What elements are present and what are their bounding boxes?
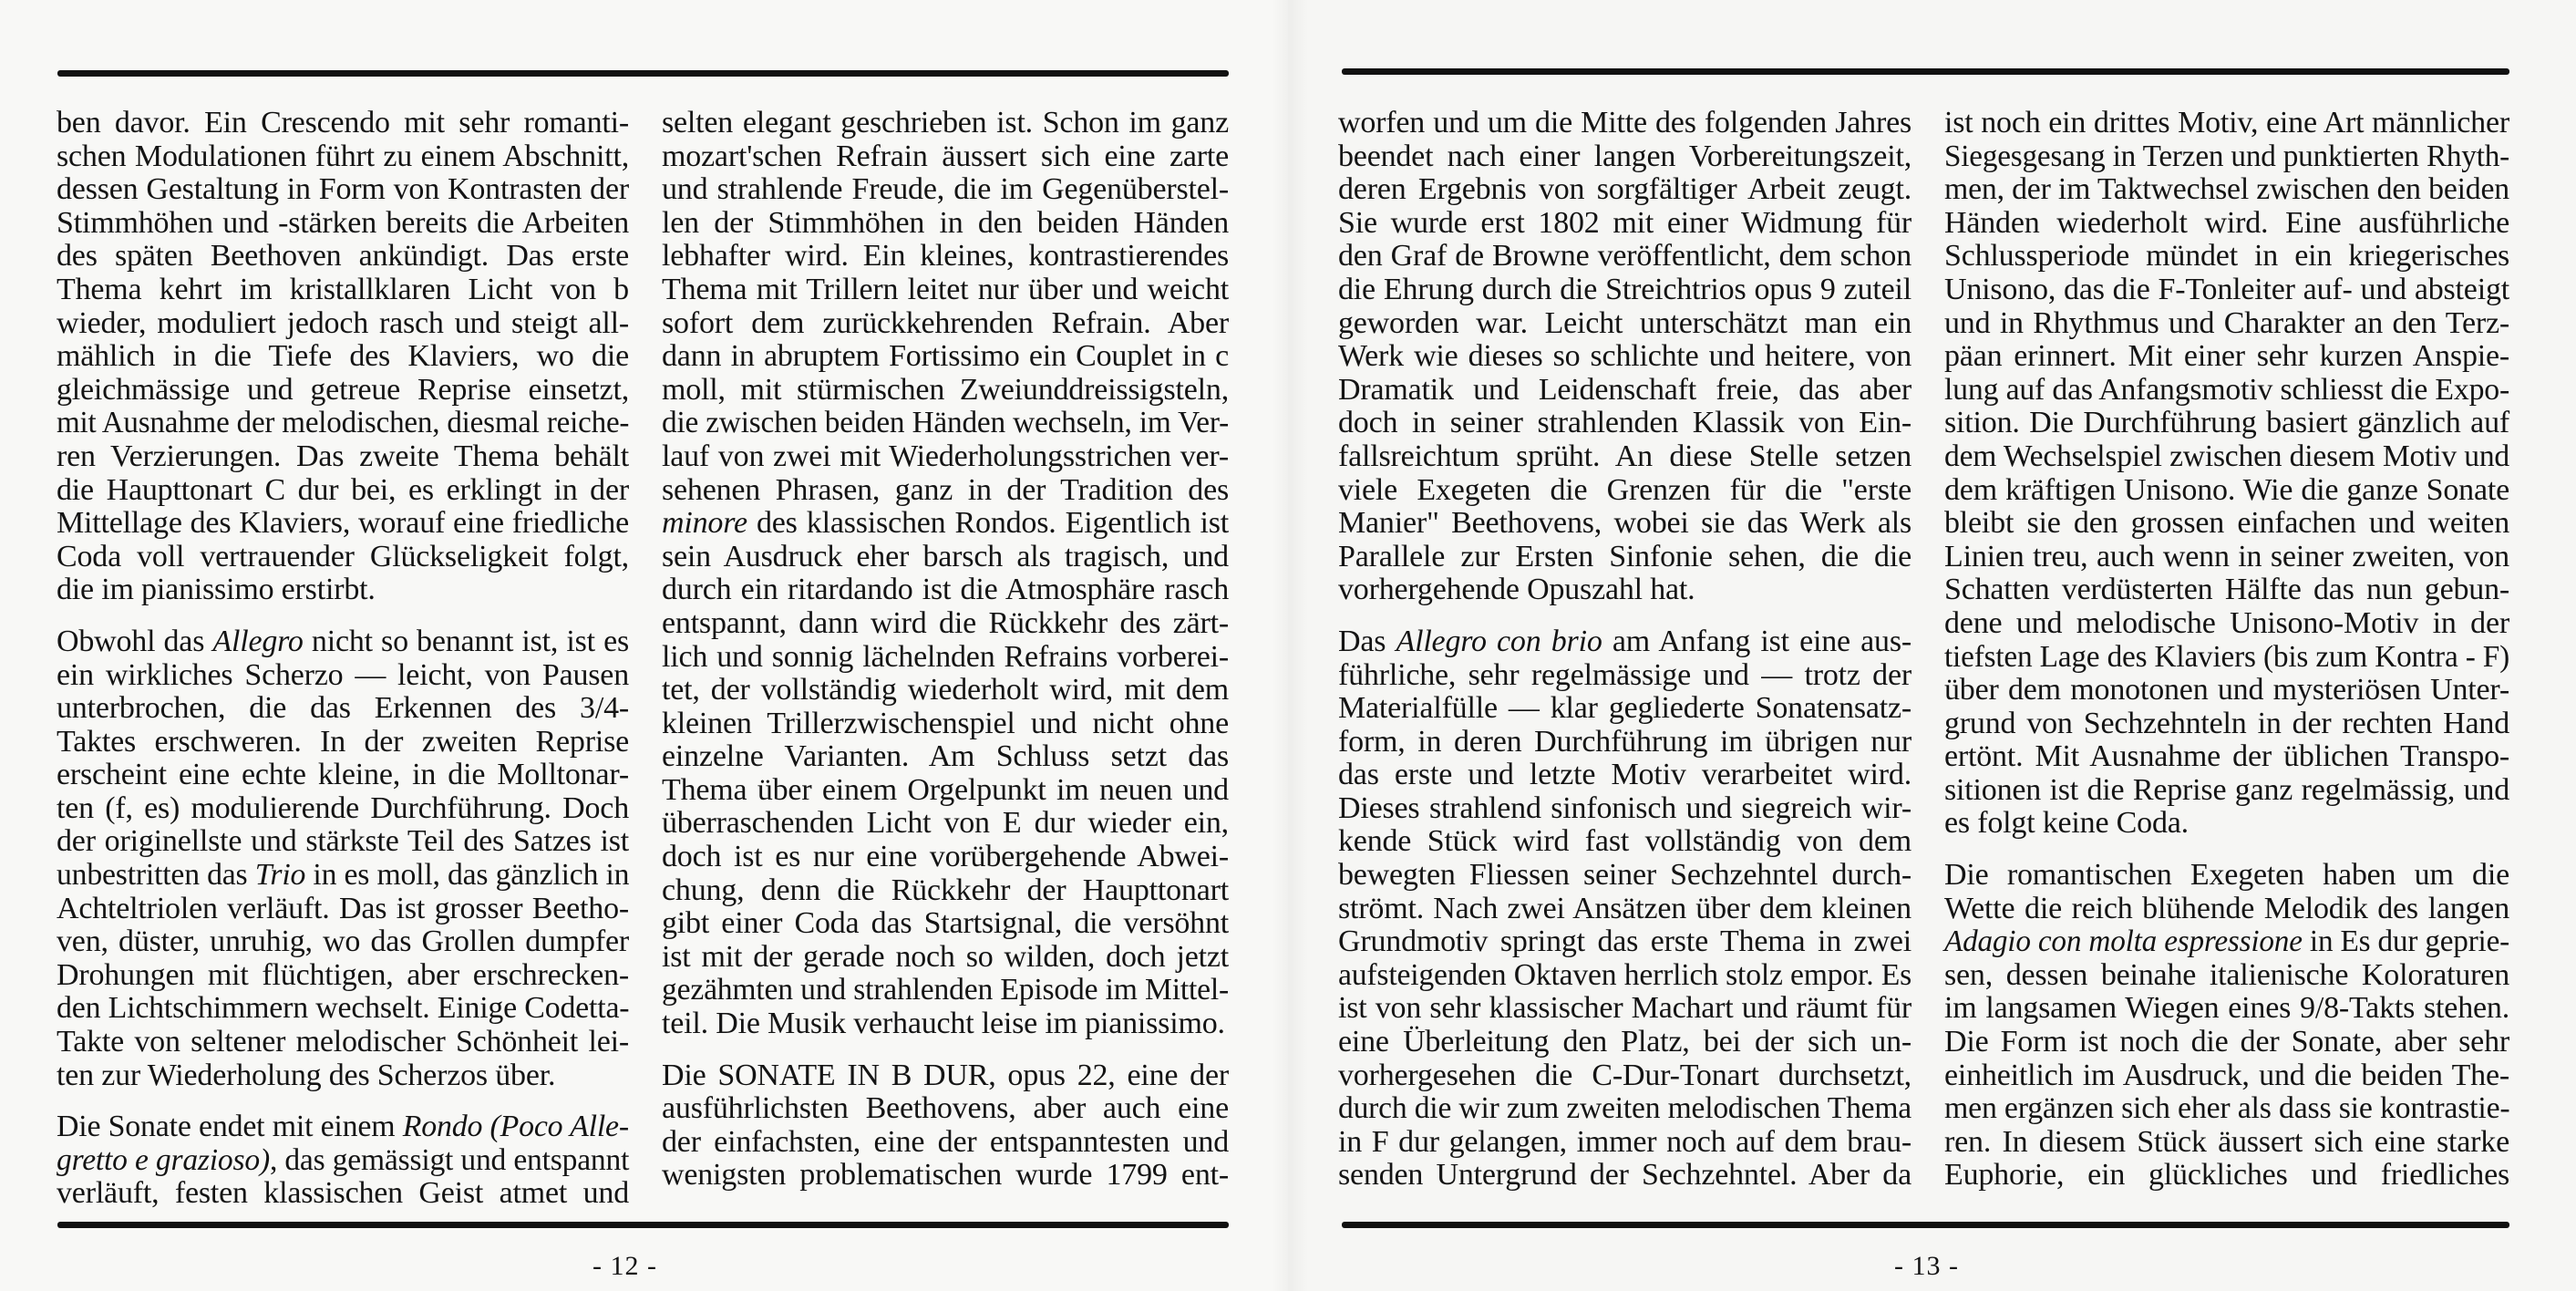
column-3 [1338, 107, 1911, 1193]
text-line: schen Modulationen führt zu einem Abschnitt, [57, 139, 629, 173]
italic-term: gretto e grazioso) [57, 1142, 270, 1177]
text-line: form, in deren Durchführung im übrigen nur [1338, 724, 1911, 759]
text-line: worfen und um die Mitte des folgenden Jahres [1338, 106, 1911, 139]
bottom-rule-left [57, 1222, 1229, 1228]
text-line: Thema kehrt im kristallklaren Licht von b [57, 272, 629, 306]
text-line: Das Allegro con brio am Anfang ist eine aus- [1338, 624, 1911, 658]
text-line: sen, dessen beinahe italienische Koloraturen [1944, 957, 2509, 992]
column-4 [1944, 107, 2509, 1193]
text-line: aufsteigenden Oktaven herrlich stolz empor. Es [1338, 957, 1911, 992]
text-line: Mittellage des Klaviers, worauf eine friedliche [57, 506, 629, 541]
text-line: ren. In diesem Stück äussert sich eine starke [1944, 1124, 2509, 1159]
text-line: Adagio con molta espressione in Es dur geprie- [1944, 924, 2509, 959]
paragraph [1338, 625, 1911, 1193]
text-line: ren Verzierungen. Das zweite Thema behält [57, 439, 629, 473]
text-line: ven, düster, unruhig, wo das Grollen dumpfer [57, 924, 629, 959]
text-line: ertönt. Mit Ausnahme der üblichen Transpo- [1944, 739, 2509, 774]
text-line: einzelne Varianten. Am Schluss setzt das [662, 739, 1229, 774]
text-line: Die romantischen Exegeten haben um die [1944, 858, 2509, 893]
text-line: die im pianissimo erstirbt. [57, 573, 376, 607]
text-line: lebhafter wird. Ein kleines, kontrastierendes [662, 239, 1229, 274]
text-line: verläuft, festen klassischen Geist atmet und [57, 1176, 629, 1211]
text-line: in F dur gelangen, immer noch auf dem brau- [1338, 1124, 1911, 1159]
text-line: überraschenden Licht von E dur wieder ein, [662, 806, 1229, 841]
text-line: len der Stimmhöhen in den beiden Händen [662, 205, 1229, 240]
text-line: tiefsten Lage des Klaviers (bis zum Kontra - F) [1944, 639, 2509, 674]
text-line: geworden war. Leicht unterschätzt man ein [1338, 305, 1911, 340]
text-line: lauf von zwei mit Wiederholungsstrichen ver- [662, 439, 1229, 473]
text-line: bleibt sie den grossen einfachen und weiten [1944, 506, 2509, 541]
text-line: sehenen Phrasen, ganz in der Tradition des [662, 472, 1229, 507]
text-line: eine Überleitung den Platz, bei der sich un- [1338, 1025, 1911, 1059]
text-line: ist von sehr klassischer Machart und räumt für [1338, 991, 1911, 1026]
text-line: erscheint eine echte kleine, in die Molltonar- [57, 758, 629, 792]
italic-term: Adagio con molta espressione [1944, 924, 2303, 959]
text-line: Stimmhöhen und -stärken bereits die Arbeiten [57, 205, 629, 240]
paragraph [57, 1110, 629, 1211]
text-line: sein Ausdruck eher barsch als tragisch, und [662, 539, 1229, 573]
top-rule-left [57, 70, 1229, 77]
text-line: Händen wiederholt wird. Eine ausführliche [1944, 205, 2509, 240]
text-line: strömt. Nach zwei Ansätzen über dem kleinen [1338, 891, 1911, 925]
text-line: im langsamen Wiegen eines 9/8-Takts stehen. [1944, 991, 2509, 1026]
text-line: es folgt keine Coda. [1944, 806, 2189, 841]
italic-term: Allegro con brio [1396, 624, 1602, 658]
text-line: einheitlich im Ausdruck, und die beiden The- [1944, 1058, 2509, 1092]
text-line: gibt einer Coda das Startsignal, die versöhnt [662, 906, 1229, 941]
text-line: Schatten verdüsterten Hälfte das nun gebun- [1944, 573, 2509, 607]
text-line: men ergänzen sich eher als dass sie kontrastie- [1944, 1091, 2510, 1126]
text-line: gezähmten und strahlenden Episode im Mittel- [662, 973, 1229, 1007]
text-line: mählich in die Tiefe des Klaviers, wo die [57, 339, 629, 374]
text-line: gretto e grazioso), das gemässigt und entspannt [57, 1142, 630, 1177]
text-line: Wette die reich blühende Melodik des langen [1944, 891, 2509, 925]
text-line: den Graf de Browne veröffentlicht, dem schon [1338, 239, 1911, 274]
paragraph [1338, 107, 1911, 607]
text-line: sition. Die Durchführung basiert gänzlich auf [1944, 406, 2509, 440]
text-line: das erste und letzte Motiv verarbeitet wird. [1338, 758, 1911, 792]
text-line: Coda voll vertrauender Glückseligkeit folgt, [57, 539, 629, 573]
text-line: der einfachsten, eine der entspanntesten und [662, 1124, 1229, 1159]
text-line: minore des klassischen Rondos. Eigentlich ist [662, 506, 1229, 541]
text-line: dem Wechselspiel zwischen diesem Motiv und [1944, 439, 2509, 473]
text-line: Dieses strahlend sinfonisch und siegreich wir- [1338, 790, 1911, 825]
text-line: Linien treu, auch wenn in seiner zweiten, von [1944, 539, 2509, 573]
italic-term: Trio [254, 858, 306, 893]
text-line: vorhergesehen die C-Dur-Tonart durchsetzt, [1338, 1058, 1911, 1092]
text-line: des späten Beethoven ankündigt. Das erste [57, 239, 629, 274]
text-line: vorhergehende Opuszahl hat. [1338, 573, 1695, 607]
text-line: selten elegant geschrieben ist. Schon im ganz [662, 106, 1229, 139]
text-line: Die SONATE IN B DUR, opus 22, eine der [662, 1058, 1229, 1092]
text-line: Manier" Beethovens, wobei sie das Werk als [1338, 506, 1911, 541]
text-line: Grundmotiv springt das erste Thema in zwei [1338, 924, 1911, 959]
text-line: Werk wie dieses so schlichte und heitere, von [1338, 339, 1911, 374]
paragraph [662, 1059, 1229, 1193]
text-line: unbestritten das Trio in es moll, das gänzlich in [57, 858, 630, 893]
text-line: teil. Die Musik verhaucht leise im pianissimo. [662, 1007, 1225, 1041]
text-line: ten (f, es) modulierende Durchführung. Doch [57, 790, 629, 825]
text-line: kende Stück wird fast vollständig von dem [1338, 824, 1911, 859]
text-line: Dramatik und Leidenschaft freie, das aber [1338, 372, 1911, 407]
text-line: tet, der vollständig wiederholt wird, mit dem [662, 673, 1229, 707]
text-line: gleichmässige und getreue Reprise einsetzt, [57, 372, 629, 407]
bottom-rule-right [1342, 1222, 2509, 1228]
text-line: Euphorie, ein glückliches und friedliches [1944, 1158, 2509, 1193]
text-line: sofort dem zurückkehrenden Refrain. Aber [662, 305, 1229, 340]
text-line: chung, denn die Rückkehr der Haupttonart [662, 873, 1229, 907]
book-gutter [1272, 0, 1308, 1291]
text-line: die zwischen beiden Händen wechseln, im Ver- [662, 406, 1229, 440]
text-line: die Haupttonart C dur bei, es erklingt in der [57, 472, 629, 507]
text-line: ten zur Wiederholung des Scherzos über. [57, 1058, 556, 1092]
text-line: Unisono, das die F-Tonleiter auf- und absteigt [1944, 272, 2509, 306]
text-line: ben davor. Ein Crescendo mit sehr romanti- [57, 106, 629, 139]
text-line: die Ehrung durch die Streichtrios opus 9 zuteil [1338, 272, 1911, 306]
top-rule-right [1342, 68, 2509, 75]
italic-term: minore [662, 506, 747, 541]
text-line: Siegesgesang in Terzen und punktierten Rhyth- [1944, 139, 2509, 173]
text-line: Obwohl das Allegro nicht so benannt ist, ist es [57, 624, 629, 658]
text-line: Thema mit Trillern leitet nur über und weicht [662, 272, 1229, 306]
text-line: durch die wir zum zweiten melodischen Thema [1338, 1091, 1911, 1126]
text-line: der originellste und stärkste Teil des Satzes ist [57, 824, 629, 859]
text-line: Die Sonate endet mit einem Rondo (Poco Alle- [57, 1110, 629, 1144]
text-line: dann in abruptem Fortissimo ein Couplet in c [662, 339, 1229, 374]
text-line: beendet nach einer langen Vorbereitungszeit, [1338, 139, 1911, 173]
text-line: sitionen ist die Reprise ganz regelmässig, und [1944, 772, 2509, 807]
paragraph [662, 107, 1229, 1041]
text-line: men, der im Taktwechsel zwischen den beiden [1944, 172, 2509, 207]
text-line: lung auf das Anfangsmotiv schliesst die Expo- [1944, 372, 2509, 407]
text-line: den Lichtschimmern wechselt. Einige Codetta- [57, 991, 630, 1026]
paragraph [1944, 859, 2509, 1193]
text-line: dessen Gestaltung in Form von Kontrasten der [57, 172, 629, 207]
text-line: bewegten Fliessen seiner Sechzehntel durch- [1338, 858, 1911, 893]
paragraph [57, 107, 629, 607]
text-line: Die Form ist noch die der Sonate, aber sehr [1944, 1025, 2509, 1059]
text-line: ist noch ein drittes Motiv, eine Art männlicher [1944, 106, 2509, 139]
text-line: Achteltriolen verläuft. Das ist grosser Beetho- [57, 891, 629, 925]
italic-term: Rondo (Poco Alle- [402, 1110, 629, 1144]
paragraph [57, 625, 629, 1092]
text-line: senden Untergrund der Sechzehntel. Aber da [1338, 1158, 1911, 1193]
text-line: viele Exegeten die Grenzen für die "erste [1338, 472, 1911, 507]
text-line: Thema über einem Orgelpunkt im neuen und [662, 772, 1229, 807]
text-line: Schlussperiode mündet in ein kriegerisches [1944, 239, 2509, 274]
text-line: wieder, moduliert jedoch rasch und steigt all- [57, 305, 629, 340]
text-line: unterbrochen, die das Erkennen des 3/4- [57, 691, 629, 726]
text-line: fallsreichtum sprüht. An diese Stelle setzen [1338, 439, 1911, 473]
column-2 [662, 107, 1229, 1193]
text-line: wenigsten problematischen wurde 1799 ent- [662, 1158, 1229, 1193]
text-line: lich und sonnig lächelnden Refrains vorberei- [662, 639, 1229, 674]
page-number-12: - 12 - [592, 1251, 657, 1281]
text-line: dem kräftigen Unisono. Wie die ganze Sonate [1944, 472, 2509, 507]
text-line: päan erinnert. Mit einer sehr kurzen Anspie- [1944, 339, 2509, 374]
text-line: ist mit der gerade noch so wilden, doch jetzt [662, 939, 1229, 974]
text-line: Takte von seltener melodischer Schönheit lei- [57, 1025, 629, 1059]
italic-term: Allegro [212, 624, 304, 658]
text-line: entspannt, dann wird die Rückkehr des zärt- [662, 605, 1229, 640]
text-line: führliche, sehr regelmässige und — trotz der [1338, 657, 1911, 692]
text-line: doch in seiner strahlenden Klassik von Ein- [1338, 406, 1911, 440]
text-line: Parallele zur Ersten Sinfonie sehen, die die [1338, 539, 1911, 573]
text-line: ein wirkliches Scherzo — leicht, von Pausen [57, 657, 629, 692]
text-line: grund von Sechzehnteln in der rechten Hand [1944, 706, 2509, 740]
text-line: deren Ergebnis von sorgfältiger Arbeit zeugt. [1338, 172, 1911, 207]
text-line: moll, mit stürmischen Zweiunddreissigsteln, [662, 372, 1229, 407]
text-line: doch ist es nur eine vorübergehende Abwei- [662, 840, 1229, 874]
paragraph [1944, 107, 2509, 841]
text-line: Materialfülle — klar gegliederte Sonatensatz- [1338, 691, 1911, 726]
text-line: kleinen Trillerzwischenspiel und nicht ohne [662, 706, 1229, 740]
text-line: über dem monotonen und mysteriösen Unter- [1944, 673, 2509, 707]
text-line: ausführlichsten Beethovens, aber auch eine [662, 1091, 1229, 1126]
text-line: und strahlende Freude, die im Gegenüberstel- [662, 172, 1229, 207]
text-line: Sie wurde erst 1802 mit einer Widmung für [1338, 205, 1911, 240]
text-line: mozart'schen Refrain äussert sich eine zarte [662, 139, 1229, 173]
text-line: Drohungen mit flüchtigen, aber erschrecken- [57, 957, 629, 992]
page-number-13: - 13 - [1894, 1251, 1959, 1281]
text-line: Taktes erschweren. In der zweiten Reprise [57, 724, 629, 759]
text-line: mit Ausnahme der melodischen, diesmal reiche- [57, 406, 630, 440]
text-line: dene und melodische Unisono-Motiv in der [1944, 605, 2509, 640]
column-1 [57, 107, 629, 1211]
text-line: und in Rhythmus und Charakter an den Terz- [1944, 305, 2509, 340]
text-line: durch ein ritardando ist die Atmosphäre rasch [662, 573, 1229, 607]
